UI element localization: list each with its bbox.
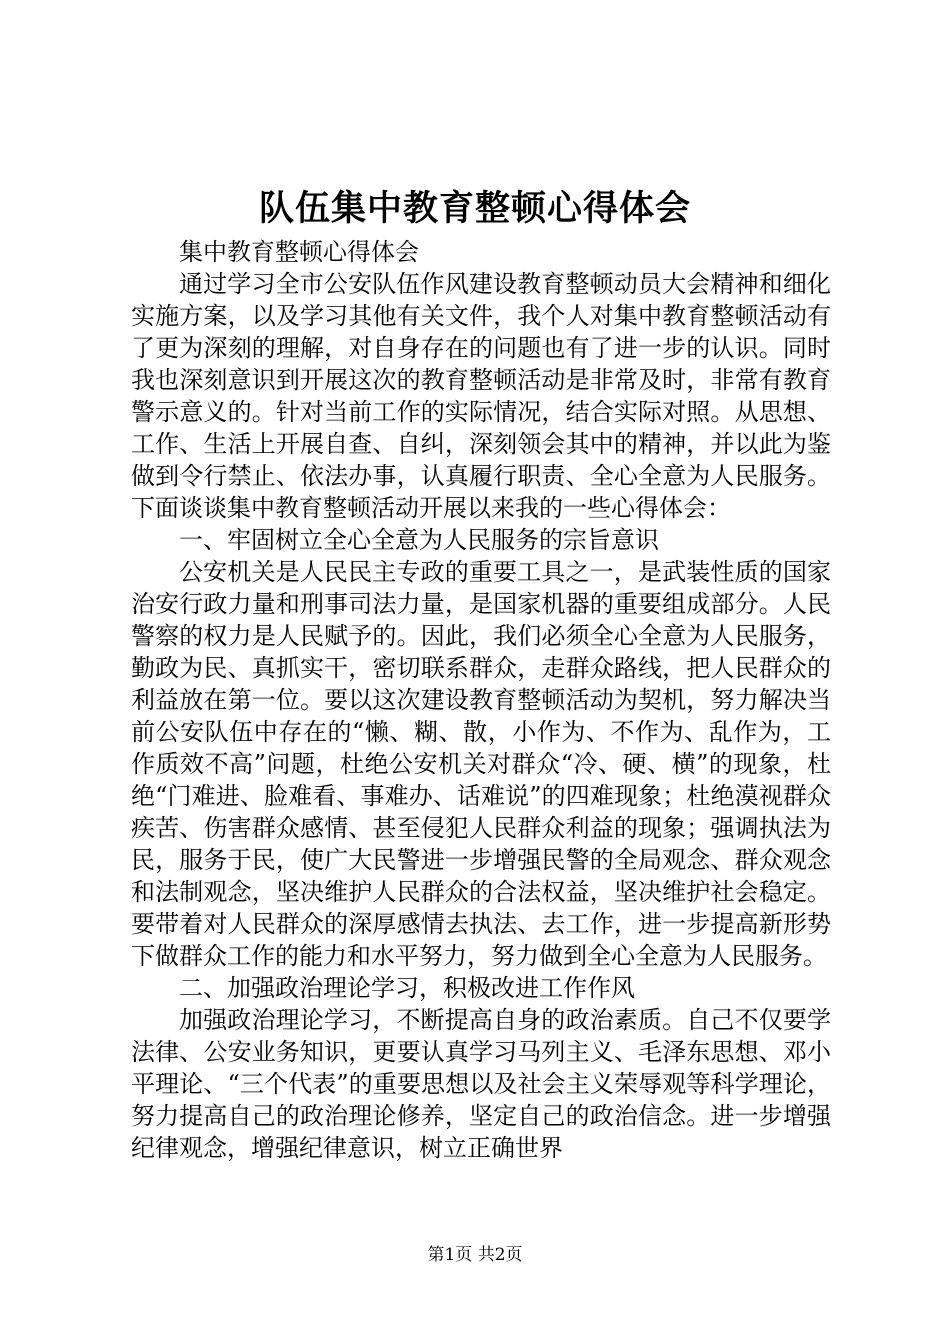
document-body	[131, 236, 831, 1164]
section-heading-1: 一、牢固树立全心全意为人民服务的宗旨意识	[179, 526, 659, 554]
paragraph-subtitle: 集中教育整顿心得体会	[179, 238, 419, 266]
page-number-footer: 第1页 共2页	[427, 1245, 523, 1265]
paragraph-intro: 通过学习全市公安队伍作风建设教育整顿动员大会精神和细化实施方案，以及学习其他有关文件，我个人对集中教育整顿活动有了更为深刻的理解，对自身存在的问题也有了进一步的认识。同时我也深刻意识到开展这次的教育整顿活动是非常及时，非常有教育警示意义的。针对当前工作的实际情况，结合实际对照。从思想、工作、生活上开展自查、自纠，深刻领会其中的精神，并以此为鉴做到令行禁止、依法办事，认真履行职责、全心全意为人民服务。下面谈谈集中教育整顿活动开展以来我的一些心得体会：	[131, 270, 831, 522]
section-heading-2: 二、加强政治理论学习，积极改进工作作风	[179, 974, 635, 1002]
paragraph-section-1: 公安机关是人民民主专政的重要工具之一，是武装性质的国家治安行政力量和刑事司法力量，是国家机器的重要组成部分。人民警察的权力是人民赋予的。因此，我们必须全心全意为人民服务，勤政为民、真抓实干，密切联系群众，走群众路线，把人民群众的利益放在第一位。要以这次建设教育整顿活动为契机，努力解决当前公安队伍中存在的“懒、糊、散，小作为、不作为、乱作为，工作质效不高”问题，杜绝公安机关对群众“冷、硬、横”的现象，杜绝“门难进、脸难看、事难办、话难说”的四难现象；杜绝漠视群众疾苦、伤害群众感情、甚至侵犯人民群众利益的现象；强调执法为民，服务于民，使广大民警进一步增强民警的全局观念、群众观念和法制观念，坚决维护人民群众的合法权益，坚决维护社会稳定。要带着对人民群众的深厚感情去执法、去工作，进一步提高新形势下做群众工作的能力和水平努力，努力做到全心全意为人民服务。	[131, 558, 831, 970]
document-title: 队伍集中教育整顿心得体会	[258, 188, 691, 229]
paragraph-section-2: 加强政治理论学习，不断提高自身的政治素质。自己不仅要学法律、公安业务知识，更要认真学习马列主义、毛泽东思想、邓小平理论、“三个代表”的重要思想以及社会主义荣辱观等科学理论，努力提高自己的政治理论修养，坚定自己的政治信念。进一步增强纪律观念，增强纪律意识，树立正确世界	[131, 1006, 831, 1162]
